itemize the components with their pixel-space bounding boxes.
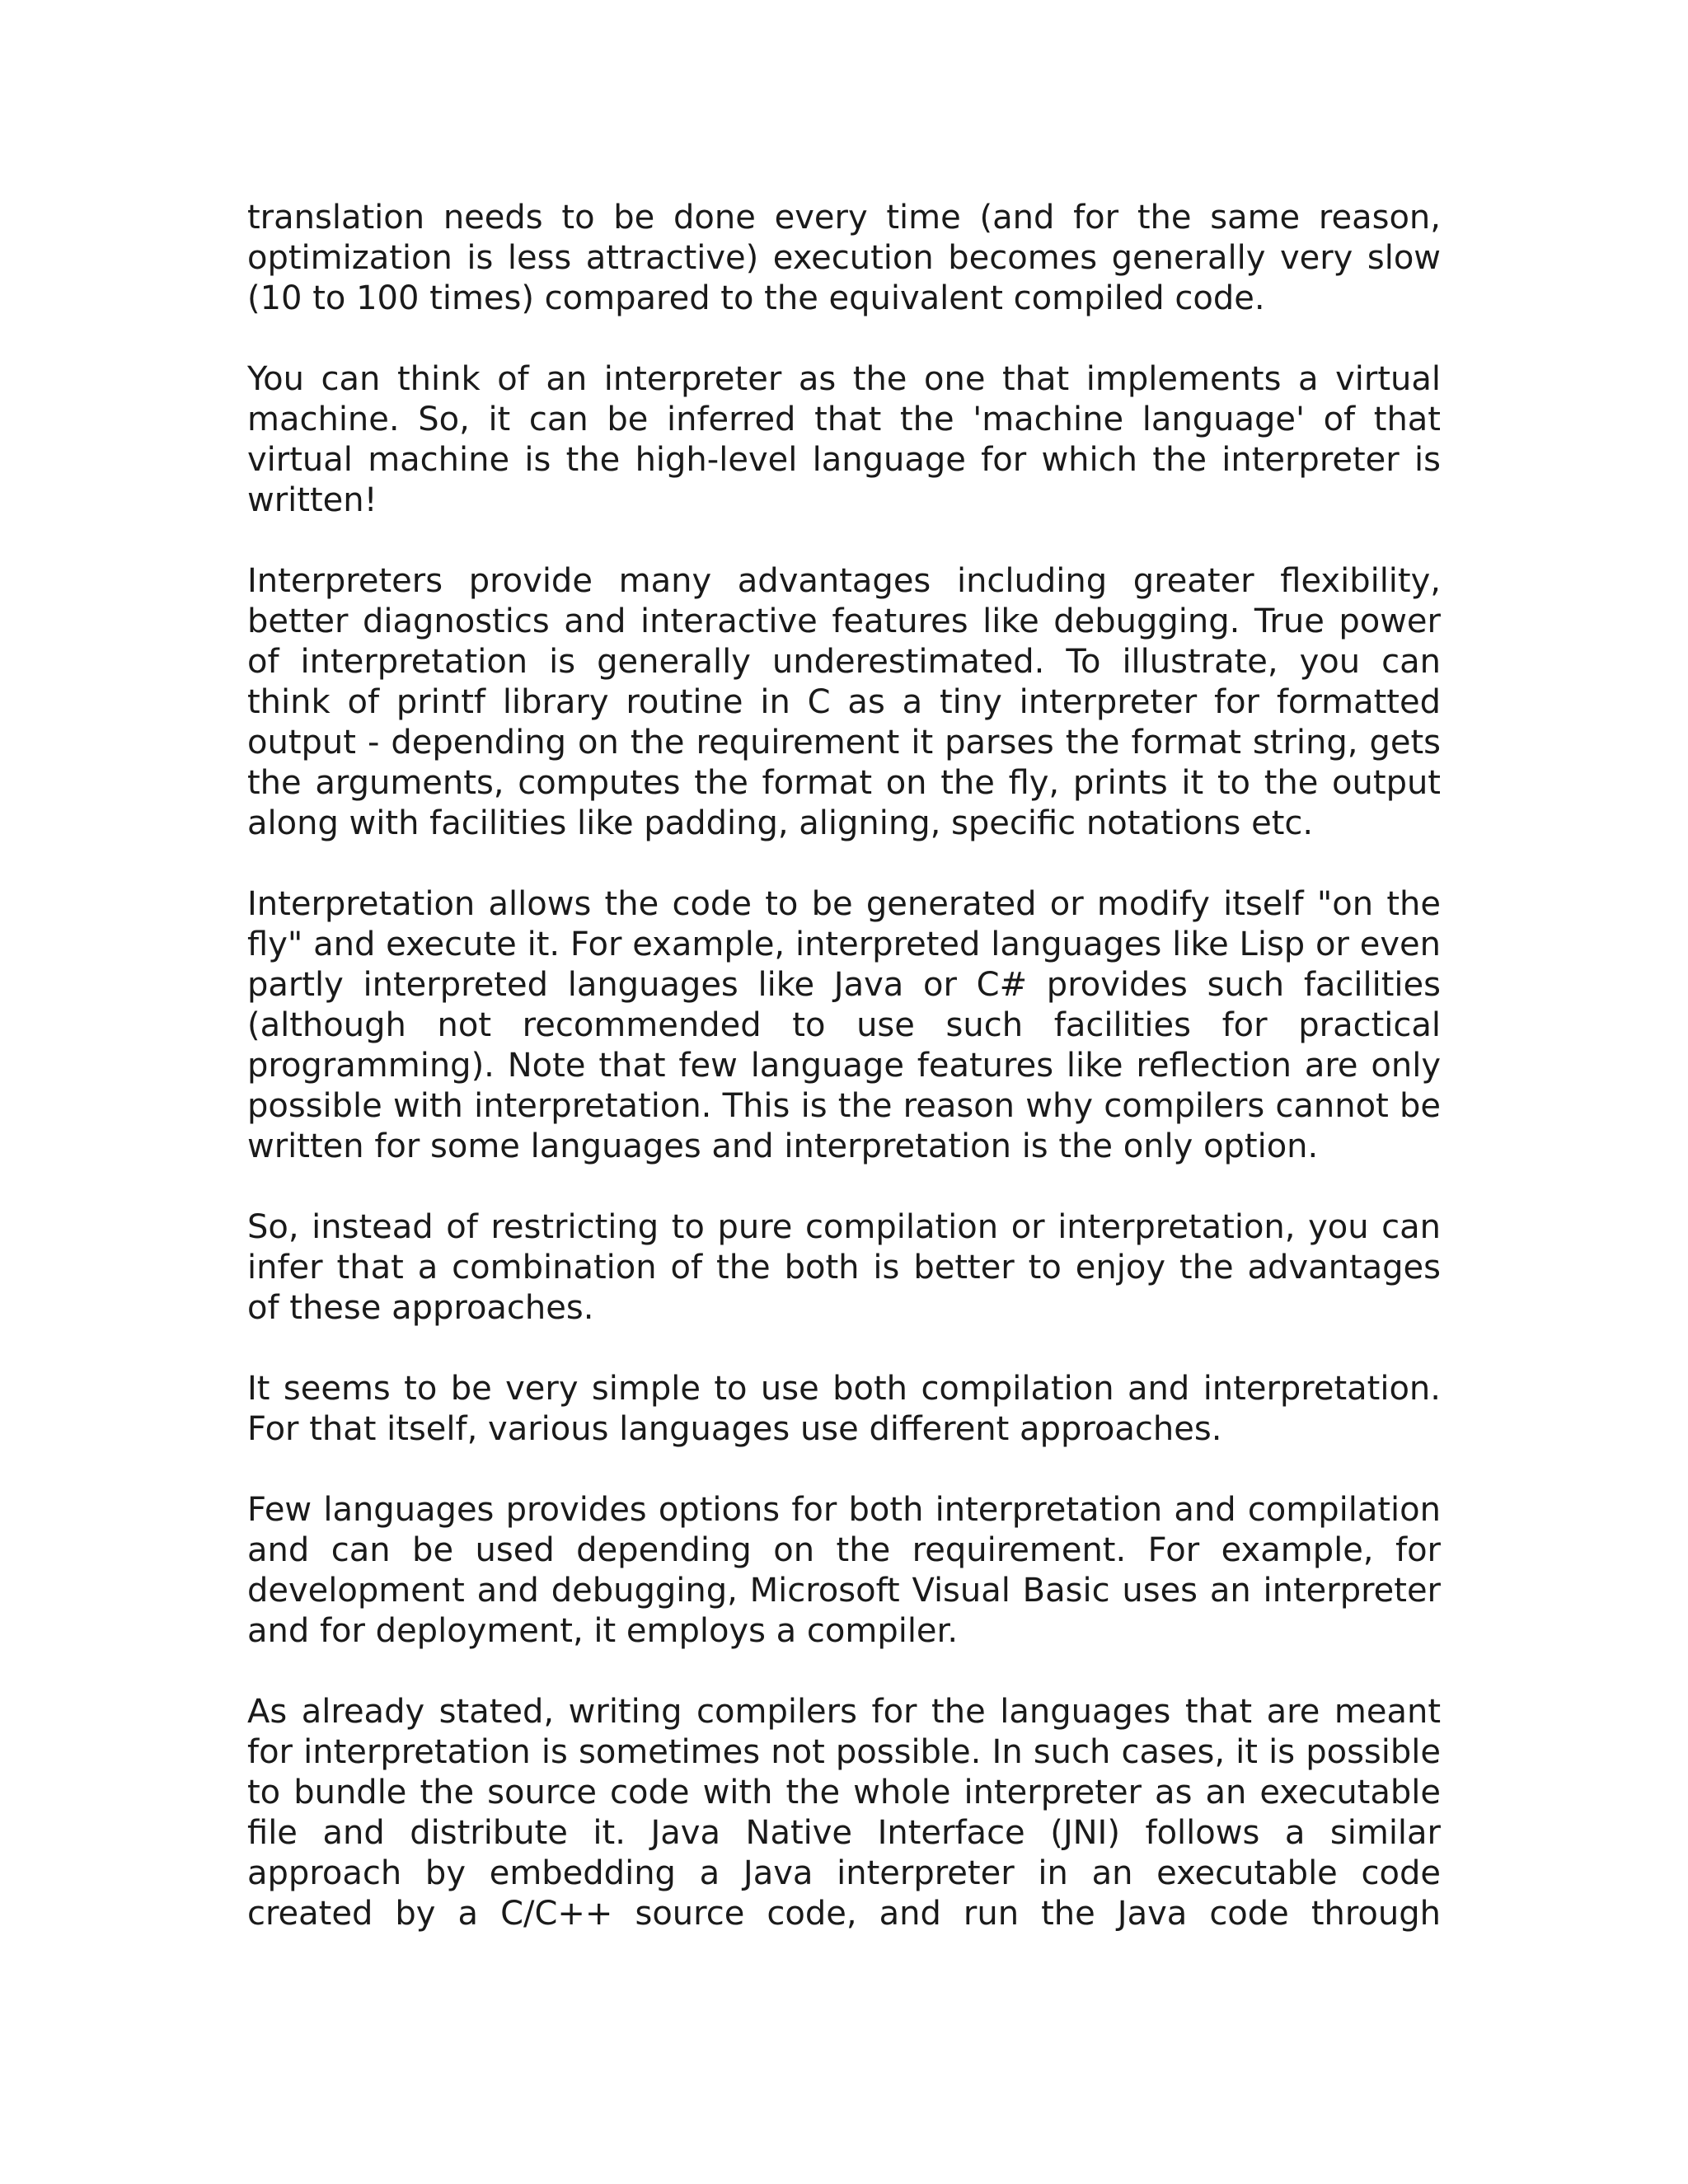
- paragraph-6: It seems to be very simple to use both compilation and interpretation. For that itself, various languages use different approaches.: [247, 1370, 1441, 1448]
- paragraph-1: translation needs to be done every time (and for the same reason, optimization is less attractive) execution becomes generally very slow (10 to 100 times) compared to the equivalent compiled code.: [247, 199, 1441, 317]
- paragraph-7: Few languages provides options for both interpretation and compilation and can be used depending on the requirement. For example, for development and debugging, Microsoft Visual Basic uses an interpreter and for deployment, it employs a compiler.: [247, 1491, 1441, 1650]
- paragraph-4: Interpretation allows the code to be generated or modify itself "on the fly" and execute it. For example, interpreted languages like Lisp or even partly interpreted languages like Java or C# provides such facilities (although not recommended to use such facilities for practical programming). Note that few language features like reflection are only possible with interpretation. This is the reason why compilers cannot be written for some languages and interpretation is the only option.: [247, 885, 1441, 1165]
- body-text: [247, 198, 1441, 1934]
- paragraph-2: You can think of an interpreter as the one that implements a virtual machine. So, it can be inferred that the 'machine language' of that virtual machine is the high-level language for which the interpreter is written!: [247, 360, 1441, 519]
- paragraph-8: As already stated, writing compilers for the languages that are meant for interpretation is sometimes not possible. In such cases, it is possible to bundle the source code with the whole interpreter as an executable file and distribute it. Java Native Interface (JNI) follows a similar approach by embedding a Java interpreter in an executable code created by a C/C++ source code, and run the Java code through: [247, 1693, 1441, 1933]
- paragraph-3: Interpreters provide many advantages including greater flexibility, better diagnostics and interactive features like debugging. True power of interpretation is generally underestimated. To illustrate, you can think of printf library routine in C as a tiny interpreter for formatted output - depending on the requirement it parses the format string, gets the arguments, computes the format on the fly, prints it to the output along with facilities like padding, aligning, specific notations etc.: [247, 562, 1441, 842]
- paragraph-5: So, instead of restricting to pure compilation or interpretation, you can infer that a combination of the both is better to enjoy the advantages of these approaches.: [247, 1208, 1441, 1327]
